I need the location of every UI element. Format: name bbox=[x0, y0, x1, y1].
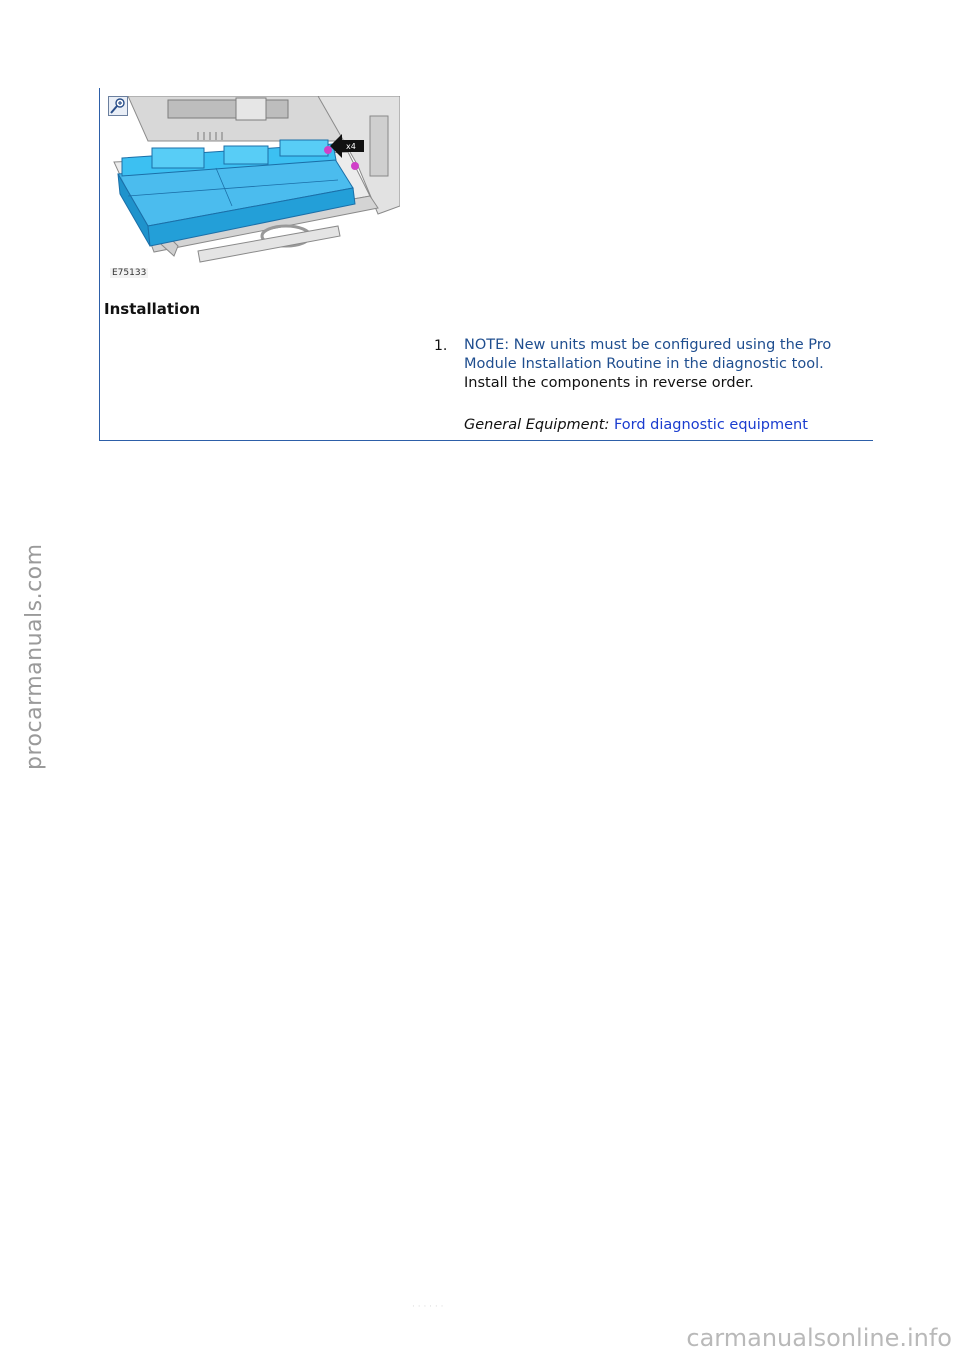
equipment-link[interactable]: Ford diagnostic equipment bbox=[613, 417, 808, 433]
step-number: 1. bbox=[434, 338, 448, 354]
section-title: Installation bbox=[104, 300, 201, 318]
figure-id-label: E75133 bbox=[112, 268, 147, 278]
module-illustration[interactable] bbox=[108, 96, 400, 282]
bottom-watermark: carmanualsonline.info bbox=[686, 1324, 952, 1352]
equipment-label: General Equipment: bbox=[464, 417, 610, 433]
step-body bbox=[464, 336, 872, 435]
note-line-2: Module Installation Routine in the diagnostic tool. bbox=[464, 356, 824, 372]
general-equipment bbox=[464, 416, 872, 435]
figure-callout: x4 bbox=[346, 142, 356, 151]
note-line-1: NOTE: New units must be configured using the Pro bbox=[464, 337, 832, 353]
step-instruction: Install the components in reverse order. bbox=[464, 375, 754, 391]
zoom-icon[interactable] bbox=[108, 96, 128, 116]
illustration-graphic bbox=[108, 96, 400, 282]
footer-faint-text: · · · · · · bbox=[412, 1302, 444, 1312]
side-watermark: procarmanuals.com bbox=[22, 543, 47, 770]
